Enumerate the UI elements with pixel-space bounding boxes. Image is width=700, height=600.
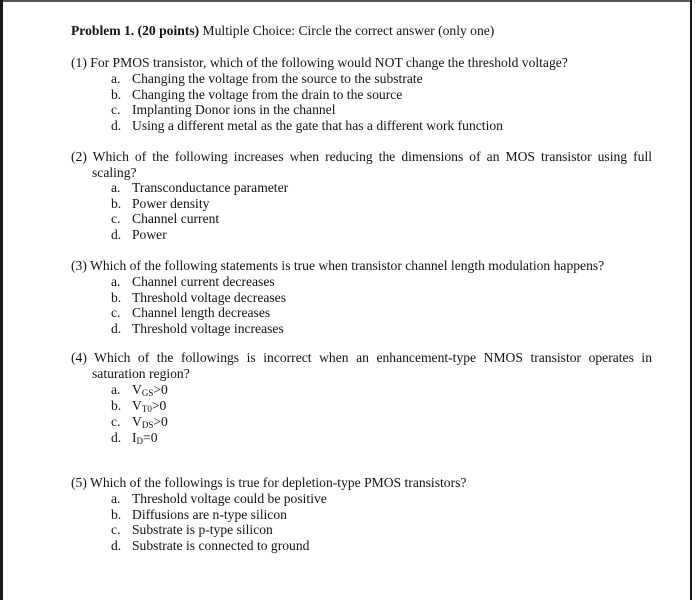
question-2-line <box>71 149 652 180</box>
option-letter: b. <box>111 87 122 102</box>
question-text: Which of the followings is true for depletion-type PMOS transistors? <box>90 475 467 490</box>
option-letter: c. <box>111 414 121 429</box>
option-text: Power <box>132 227 167 242</box>
option-letter: d. <box>111 538 122 553</box>
option-text: Substrate is p-type silicon <box>132 522 273 537</box>
option-text: Power density <box>132 196 210 211</box>
option-text: Threshold voltage decreases <box>132 290 286 305</box>
option-letter: b. <box>111 196 122 211</box>
option-text: $V_{GS}>0$ <box>132 382 168 398</box>
question-number: (5) <box>71 475 87 490</box>
option-text: Threshold voltage increases <box>132 321 284 336</box>
question-text: Which of the following increases when reducing the dimensions of an MOS transistor using full scaling? <box>92 149 652 180</box>
option-text: $V_{DS}>0$ <box>132 414 168 430</box>
option-text: Implanting Donor ions in the channel <box>132 102 336 117</box>
option-letter: a. <box>111 180 121 195</box>
option-letter: c. <box>111 305 121 320</box>
question-text: For PMOS transistor, which of the following would NOT change the threshold voltage? <box>90 55 568 70</box>
option-text: Threshold voltage could be positive <box>132 491 327 506</box>
option-text: Channel current <box>132 211 220 226</box>
option-letter: b. <box>111 398 122 413</box>
question-5-line <box>71 475 466 491</box>
question-number: (4) <box>71 350 87 365</box>
option-letter: a. <box>111 71 121 86</box>
question-number: (1) <box>71 55 87 70</box>
option-letter: a. <box>111 274 121 289</box>
question-number: (3) <box>71 258 87 273</box>
question-number: (2) <box>71 149 87 164</box>
option-letter: d. <box>111 321 122 336</box>
option-text: Transconductance parameter <box>132 180 289 195</box>
option-letter: d. <box>111 227 122 242</box>
option-letter: b. <box>111 507 122 522</box>
question-1-line <box>71 55 568 71</box>
option-text: Using a different metal as the gate that has a different work function <box>132 118 503 133</box>
option-letter: a. <box>111 382 121 397</box>
problem-header <box>71 23 494 39</box>
question-4-line <box>71 350 652 381</box>
option-text: $V_{T0}>0$ <box>132 398 167 414</box>
page-right-edge <box>690 0 692 600</box>
option-letter: b. <box>111 290 122 305</box>
option-text: $I_D=0$ <box>132 430 158 446</box>
option-letter: c. <box>111 522 121 537</box>
option-text: Substrate is connected to ground <box>132 538 310 553</box>
question-text: Which of the following statements is true when transistor channel length modulation happens? <box>90 258 605 273</box>
option-letter: d. <box>111 430 122 445</box>
option-letter: d. <box>111 118 122 133</box>
problem-label: Problem 1. (20 points) <box>71 23 200 38</box>
option-text: Changing the voltage from the source to the substrate <box>132 71 423 86</box>
question-text: Which of the followings is incorrect when an enhancement-type NMOS transistor operates in saturation region? <box>92 350 652 381</box>
option-letter: c. <box>111 102 121 117</box>
question-3-line <box>71 258 604 274</box>
option-text: Changing the voltage from the drain to the source <box>132 87 403 102</box>
problem-instruction: Multiple Choice: Circle the correct answer (only one) <box>202 23 495 38</box>
option-text: Channel current decreases <box>132 274 275 289</box>
option-text: Channel length decreases <box>132 305 271 320</box>
option-text: Diffusions are n-type silicon <box>132 507 287 522</box>
option-letter: a. <box>111 491 121 506</box>
option-letter: c. <box>111 211 121 226</box>
